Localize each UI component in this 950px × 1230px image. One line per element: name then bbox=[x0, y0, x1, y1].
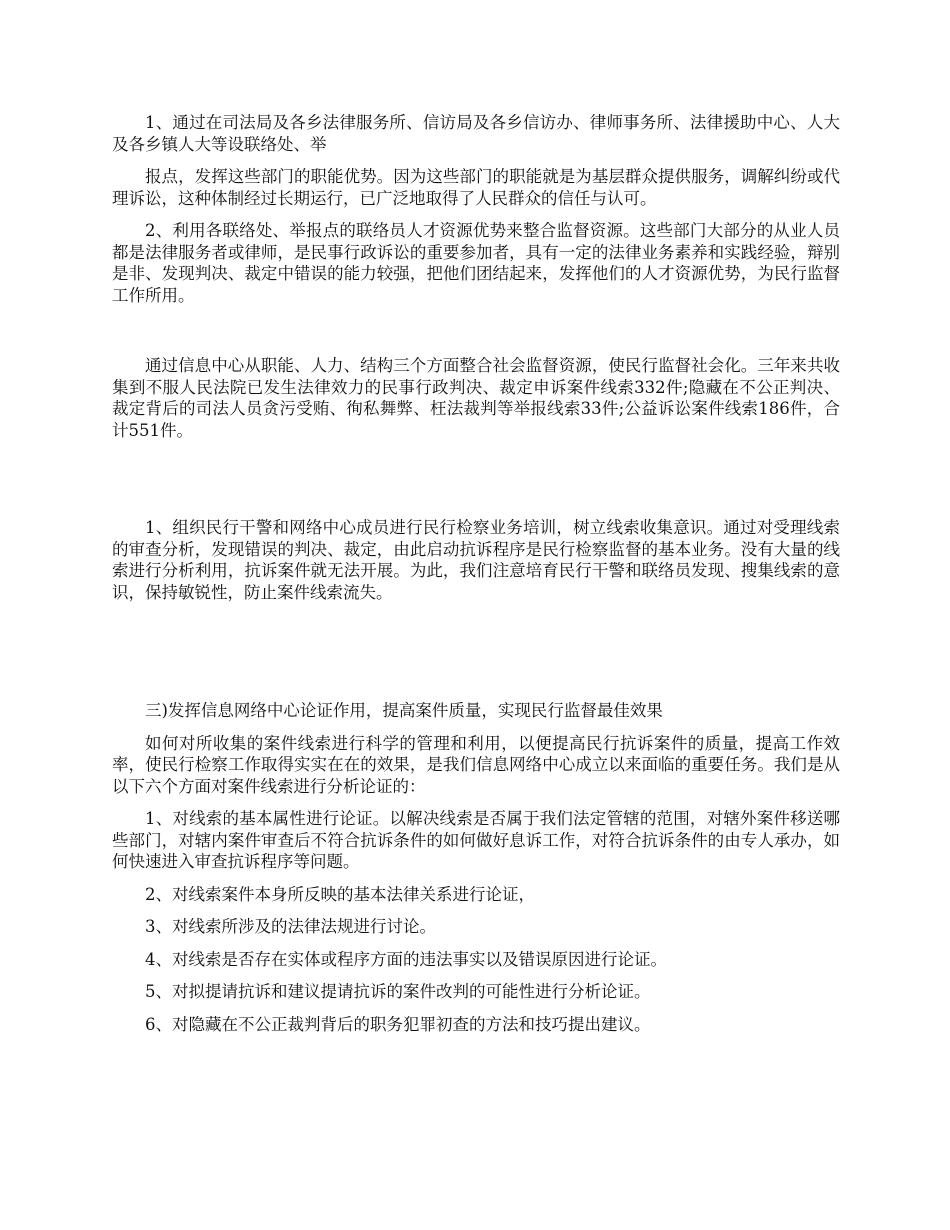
list-item-3: 3、对线索所涉及的法律法规进行讨论。 bbox=[145, 917, 436, 936]
document-body bbox=[112, 112, 840, 1035]
paragraph-liaison-offices: 1、通过在司法局及各乡法律服务所、信访局及各乡信访办、律师事务所、法律援助中心、人大及各乡镇人大等设联络处、举 bbox=[112, 113, 840, 154]
list-item-2: 2、对线索案件本身所反映的基本法律关系进行论证， bbox=[145, 884, 535, 904]
paragraph-management: 如何对所收集的案件线索进行科学的管理和利用，以便提高民行抗诉案件的质量，提高工作效率，使民行检察工作取得实实在在的效果，是我们信息网络中心成立以来面临的重要任务。我们是从以下六个方面对案件线索进行分析论证的： bbox=[112, 733, 840, 796]
list-item-1: 1、对线索的基本属性进行论证。以解决线索是否属于我们法定管辖的范围，对辖外案件移送哪些部门，对辖内案件审查后不符合抗诉条件的如何做好息诉工作，对符合抗诉条件的由专人承办，如何快速进入审查抗诉程序等问题。 bbox=[112, 809, 840, 871]
section-heading-three: 三)发挥信息网络中心论证作用，提高案件质量，实现民行监督最佳效果 bbox=[145, 701, 663, 720]
paragraph-statistics: 通过信息中心从职能、人力、结构三个方面整合社会监督资源，使民行监督社会化。三年来共收集到不服人民法院已发生法律效力的民事行政判决、裁定申诉案件线索332件;隐藏在不公正判决、裁定背后的司法人员贪污受贿、徇私舞弊、枉法裁判等举报线索33件;公益诉讼案件线索186件，合计551件。 bbox=[112, 356, 840, 440]
paragraph-training: 1、组织民行干警和网络中心成员进行民行检察业务培训，树立线索收集意识。通过对受理线索的审查分析，发现错误的判决、裁定，由此启动抗诉程序是民行检察监督的基本业务。没有大量的线索进行分析利用，抗诉案件就无法开展。为此，我们注意培育民行干警和联络员发现、搜集线索的意识，保持敏锐性，防止案件线索流失。 bbox=[112, 518, 840, 602]
list-item-6: 6、对隐藏在不公正裁判背后的职务犯罪初查的方法和技巧提出建议。 bbox=[145, 1014, 651, 1034]
paragraph-talent-resources: 2、利用各联络处、举报点的联络员人才资源优势来整合监督资源。这些部门大部分的从业人员都是法律服务者或律师，是民事行政诉讼的重要参加者，具有一定的法律业务素养和实践经验，辩别是非、发现判决、裁定中错误的能力较强，把他们团结起来，发挥他们的人才资源优势，为民行监督工作所用。 bbox=[112, 221, 840, 305]
list-item-5: 5、对拟提请抗诉和建议提请抗诉的案件改判的可能性进行分析论证。 bbox=[145, 982, 651, 1001]
list-item-4: 4、对线索是否存在实体或程序方面的违法事实以及错误原因进行论证。 bbox=[145, 949, 667, 969]
paragraph-report-points: 报点，发挥这些部门的职能优势。因为这些部门的职能就是为基层群众提供服务，调解纠纷或代理诉讼，这种体制经过长期运行，已广泛地取得了人民群众的信任与认可。 bbox=[112, 167, 840, 208]
